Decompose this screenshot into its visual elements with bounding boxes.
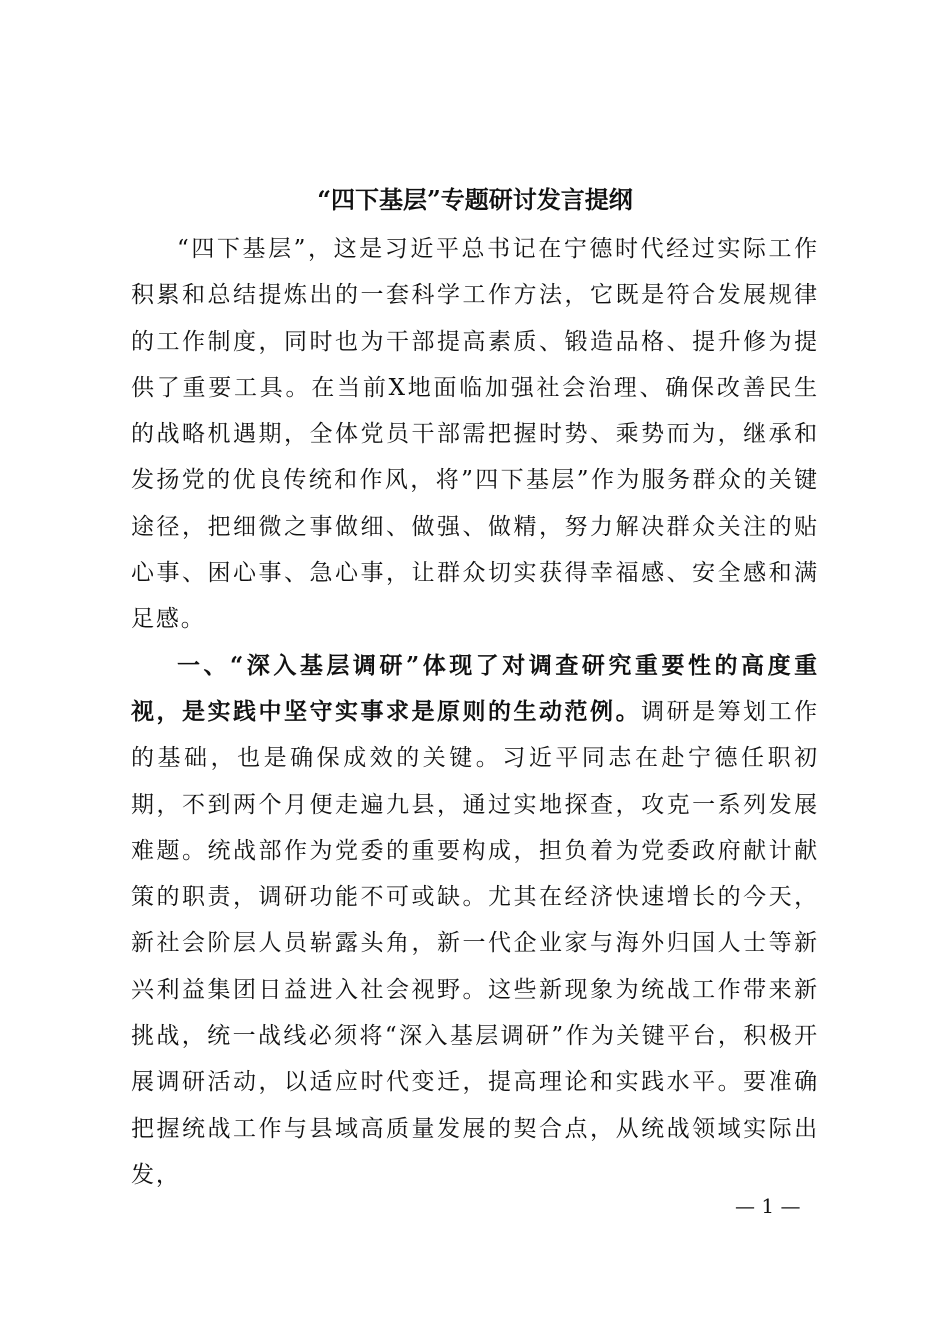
section-1-heading: 一、“深入基层调研”体现了对调查研究重要性的高度重视，是实践中坚守实事求是原则的生动范例。 bbox=[131, 651, 819, 725]
section-1-body: 调研是筹划工作的基础，也是确保成效的关键。习近平同志在赴宁德任职初期，不到两个月便走遍九县，通过实地探查，攻克一系列发展难题。统战部作为党委的重要构成，担负着为党委政府献计献策的职责，调研功能不可或缺。尤其在经济快速增长的今天，新社会阶层人员崭露头角，新一代企业家与海外归国人士等新兴利益集团日益进入社会视野。这些新现象为统战工作带来新挑战，统一战线必须将“深入基层调研”作为关键平台，积极开展调研活动，以适应时代变迁，提高理论和实践水平。要准确把握统战工作与县域高质量发展的契合点，从统战领域实际出发， bbox=[131, 698, 819, 1188]
page-number: — 1 — bbox=[735, 1194, 801, 1218]
document-title: “四下基层”专题研讨发言提纲 bbox=[317, 185, 633, 214]
section-1-paragraph bbox=[131, 643, 819, 1199]
document-body bbox=[131, 226, 819, 1198]
intro-paragraph: “四下基层”，这是习近平总书记在宁德时代经过实际工作积累和总结提炼出的一套科学工作方法，它既是符合发展规律的工作制度，同时也为干部提高素质、锻造品格、提升修为提供了重要工具。在当前X地面临加强社会治理、确保改善民生的战略机遇期，全体党员干部需把握时势、乘势而为，继承和发扬党的优良传统和作风，将”四下基层”作为服务群众的关键途径，把细微之事做细、做强、做精，努力解决群众关注的贴心事、困心事、急心事，让群众切实获得幸福感、安全感和满足感。 bbox=[131, 236, 819, 633]
